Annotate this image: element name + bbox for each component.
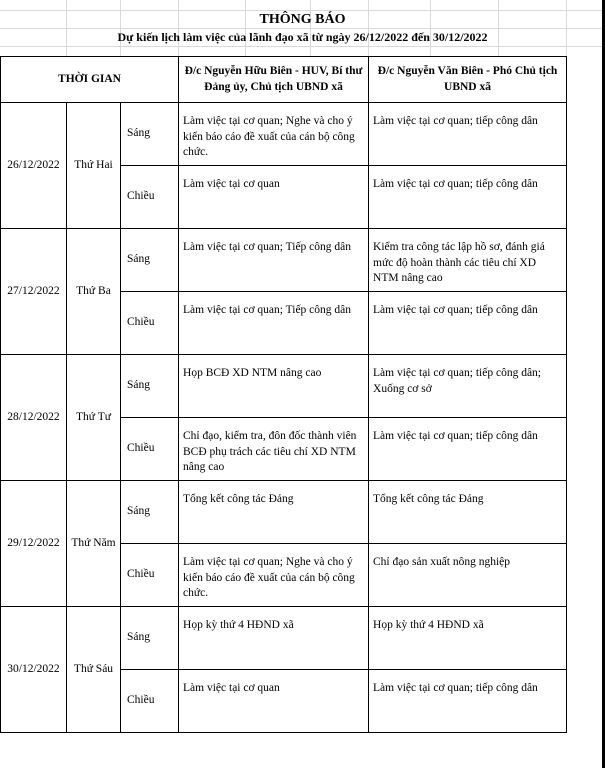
table-row bbox=[1, 229, 567, 292]
header-row bbox=[1, 57, 567, 103]
session-cell: Chiều bbox=[121, 418, 179, 481]
leader1-activity: Họp kỳ thứ 4 HĐND xã bbox=[179, 607, 369, 670]
session-cell: Chiều bbox=[121, 544, 179, 607]
col-header-leader2: Đ/c Nguyễn Văn Biên - Phó Chủ tịch UBND xã bbox=[369, 57, 567, 103]
table-row bbox=[1, 103, 567, 166]
leader2-activity: Làm việc tại cơ quan; tiếp công dân bbox=[369, 103, 567, 166]
weekday-cell: Thứ Tư bbox=[67, 355, 121, 481]
leader1-activity: Họp BCĐ XD NTM nâng cao bbox=[179, 355, 369, 418]
table-row bbox=[1, 355, 567, 418]
table-row bbox=[1, 607, 567, 670]
session-cell: Chiều bbox=[121, 670, 179, 733]
leader1-activity: Làm việc tại cơ quan; Nghe và cho ý kiến báo cáo đề xuất của cán bộ công chức. bbox=[179, 103, 369, 166]
schedule-table bbox=[0, 56, 567, 733]
weekday-cell: Thứ Hai bbox=[67, 103, 121, 229]
leader2-activity: Tổng kết công tác Đảng bbox=[369, 481, 567, 544]
leader1-activity: Làm việc tại cơ quan; Nghe và cho ý kiến báo cáo đề xuất của cán bộ công chức. bbox=[179, 544, 369, 607]
table-row bbox=[1, 481, 567, 544]
col-header-leader1: Đ/c Nguyễn Hữu Biên - HUV, Bí thư Đảng ủy, Chủ tịch UBND xã bbox=[179, 57, 369, 103]
date-cell: 29/12/2022 bbox=[1, 481, 67, 607]
date-cell: 26/12/2022 bbox=[1, 103, 67, 229]
weekday-cell: Thứ Năm bbox=[67, 481, 121, 607]
page-title: THÔNG BÁO bbox=[259, 12, 346, 27]
leader2-activity: Làm việc tại cơ quan; tiếp công dân bbox=[369, 292, 567, 355]
sheet-gridlines bbox=[0, 0, 605, 56]
leader2-activity: Làm việc tại cơ quan; tiếp công dân bbox=[369, 670, 567, 733]
leader2-activity: Họp kỳ thứ 4 HĐND xã bbox=[369, 607, 567, 670]
session-cell: Sáng bbox=[121, 355, 179, 418]
session-cell: Sáng bbox=[121, 103, 179, 166]
leader1-activity: Chỉ đạo, kiểm tra, đôn đốc thành viên BCĐ phụ trách các tiêu chí XD NTM nâng cao bbox=[179, 418, 369, 481]
weekday-cell: Thứ Sáu bbox=[67, 607, 121, 733]
session-cell: Chiều bbox=[121, 166, 179, 229]
session-cell: Sáng bbox=[121, 481, 179, 544]
leader2-activity: Chỉ đạo sản xuất nông nghiệp bbox=[369, 544, 567, 607]
date-cell: 28/12/2022 bbox=[1, 355, 67, 481]
date-cell: 27/12/2022 bbox=[1, 229, 67, 355]
leader1-activity: Làm việc tại cơ quan bbox=[179, 670, 369, 733]
session-cell: Chiều bbox=[121, 292, 179, 355]
weekday-cell: Thứ Ba bbox=[67, 229, 121, 355]
date-cell: 30/12/2022 bbox=[1, 607, 67, 733]
session-cell: Sáng bbox=[121, 229, 179, 292]
col-header-time: THỜI GIAN bbox=[1, 57, 179, 103]
leader1-activity: Làm việc tại cơ quan; Tiếp công dân bbox=[179, 292, 369, 355]
leader1-activity: Tổng kết công tác Đảng bbox=[179, 481, 369, 544]
leader1-activity: Làm việc tại cơ quan bbox=[179, 166, 369, 229]
leader1-activity: Làm việc tại cơ quan; Tiếp công dân bbox=[179, 229, 369, 292]
page-subtitle: Dự kiến lịch làm việc của lãnh đạo xã từ ngày 26/12/2022 đến 30/12/2022 bbox=[117, 30, 488, 44]
session-cell: Sáng bbox=[121, 607, 179, 670]
leader2-activity: Làm việc tại cơ quan; tiếp công dân; Xuống cơ sở bbox=[369, 355, 567, 418]
leader2-activity: Làm việc tại cơ quan; tiếp công dân bbox=[369, 418, 567, 481]
leader2-activity: Kiểm tra công tác lập hồ sơ, đánh giá mức độ hoàn thành các tiêu chí XD NTM nâng cao bbox=[369, 229, 567, 292]
leader2-activity: Làm việc tại cơ quan; tiếp công dân bbox=[369, 166, 567, 229]
